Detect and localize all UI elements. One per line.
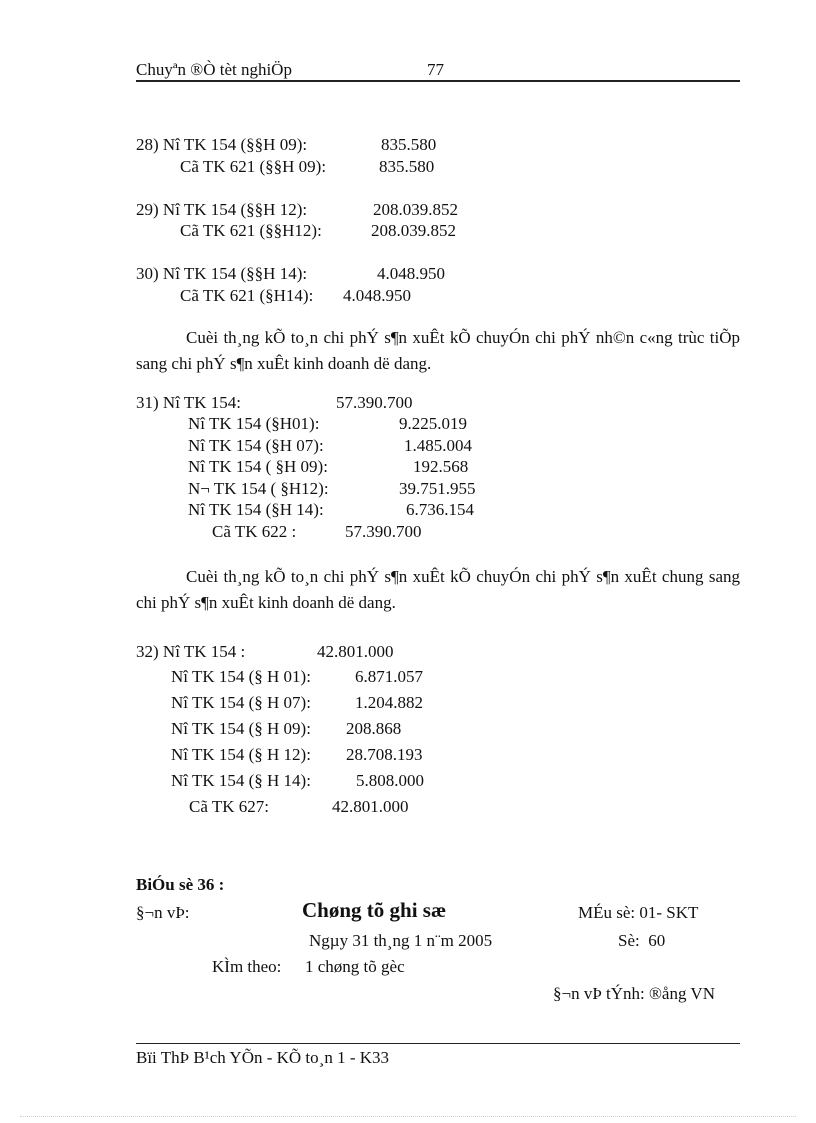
entry-30-credit-value: 4.048.950 <box>343 286 411 305</box>
page-number: 77 <box>427 60 444 79</box>
entry-29-credit-label: Cã TK 621 (§§H12): <box>180 221 322 240</box>
entry-32-main-value: 42.801.000 <box>317 642 394 661</box>
entry-31-line-label: Nî TK 154 (§H 07): <box>188 436 324 455</box>
footer-rule <box>136 1043 740 1044</box>
entry-32-line-label: Nî TK 154 (§ H 12): <box>171 745 311 764</box>
entry-32-line-value: 5.808.000 <box>356 771 424 790</box>
entry-31-line-value: 9.225.019 <box>399 414 467 433</box>
entry-31-line-label: Nî TK 154 (§H01): <box>188 414 320 433</box>
entry-30-credit-label: Cã TK 621 (§H14): <box>180 286 314 305</box>
entry-28-debit-label: 28) Nî TK 154 (§§H 09): <box>136 135 308 154</box>
entry-32-line-value: 208.868 <box>346 719 402 738</box>
entry-31-credit-label: Cã TK 622 : <box>212 522 297 541</box>
entry-32-line-label: Nî TK 154 (§ H 01): <box>171 667 311 686</box>
entry-31-line-value: 6.736.154 <box>406 500 474 519</box>
entry-32-line-label: Nî TK 154 (§ H 07): <box>171 693 311 712</box>
form-title: Chøng tõ ghi sæ <box>302 898 447 922</box>
entry-32-line-value: 28.708.193 <box>346 745 423 764</box>
entry-31-line-value: 192.568 <box>413 457 469 476</box>
entry-29-credit-value: 208.039.852 <box>371 221 456 240</box>
entry-32-credit-label: Cã TK 627: <box>189 797 269 816</box>
entry-31-main-value: 57.390.700 <box>336 393 413 412</box>
form-template-number: MÉu sè: 01- SKT <box>578 903 699 922</box>
entry-31-credit-value: 57.390.700 <box>345 522 422 541</box>
form-unit-label: §¬n vÞ: <box>136 903 190 922</box>
entry-32-line-value: 1.204.882 <box>355 693 423 712</box>
form-date: Ngµy 31 th¸ng 1 n¨m 2005 <box>309 931 493 950</box>
entry-30-debit-value: 4.048.950 <box>377 264 445 283</box>
form-currency: §¬n vÞ tÝnh: ®ång VN <box>553 984 715 1003</box>
form-heading: BiÓu sè 36 : <box>136 875 225 894</box>
form-attached-value: 1 chøng tõ gèc <box>305 957 405 976</box>
entry-32-line-label: Nî TK 154 (§ H 09): <box>171 719 311 738</box>
entry-28-credit-label: Cã TK 621 (§§H 09): <box>180 157 327 176</box>
entry-32-main-label: 32) Nî TK 154 : <box>136 642 246 661</box>
form-number: Sè: 60 <box>618 931 666 950</box>
entry-31-line-label: Nî TK 154 (§H 14): <box>188 500 324 519</box>
page-edge-dotted-line <box>20 1116 796 1117</box>
entry-30-debit-label: 30) Nî TK 154 (§§H 14): <box>136 264 308 283</box>
entry-28-credit-value: 835.580 <box>379 157 435 176</box>
entry-32-credit-value: 42.801.000 <box>332 797 409 816</box>
entry-31-line-label: Nî TK 154 ( §H 09): <box>188 457 328 476</box>
footer-author: Bïi ThÞ B¹ch YÕn - KÕ to¸n 1 - K33 <box>136 1048 390 1067</box>
paragraph-labor-cost-transfer: Cuèi th¸ng kÕ to¸n chi phÝ s¶n xuÊt kÕ chuyÓn chi phÝ nh©n c«ng trùc tiÕp sang chi phÝ s¶n xuÊt kinh doanh dë dang. <box>136 328 740 373</box>
entry-31-line-label: N¬ TK 154 ( §H12): <box>188 479 329 498</box>
entry-31-main-label: 31) Nî TK 154: <box>136 393 241 412</box>
form-attached-label: KÌm theo: <box>212 957 282 976</box>
entry-31-line-value: 39.751.955 <box>399 479 476 498</box>
entry-32-line-label: Nî TK 154 (§ H 14): <box>171 771 311 790</box>
entry-29-debit-value: 208.039.852 <box>373 200 458 219</box>
entry-28-debit-value: 835.580 <box>381 135 437 154</box>
entry-32-line-value: 6.871.057 <box>355 667 423 686</box>
paragraph-overhead-transfer: Cuèi th¸ng kÕ to¸n chi phÝ s¶n xuÊt kÕ chuyÓn chi phÝ s¶n xuÊt chung sang chi phÝ s¶n xuÊt kinh doanh dë dang. <box>136 567 740 612</box>
header-title: Chuyªn ®Ò tèt nghiÖp <box>136 60 292 79</box>
entry-29-debit-label: 29) Nî TK 154 (§§H 12): <box>136 200 308 219</box>
header-rule <box>136 80 740 82</box>
entry-31-line-value: 1.485.004 <box>404 436 472 455</box>
